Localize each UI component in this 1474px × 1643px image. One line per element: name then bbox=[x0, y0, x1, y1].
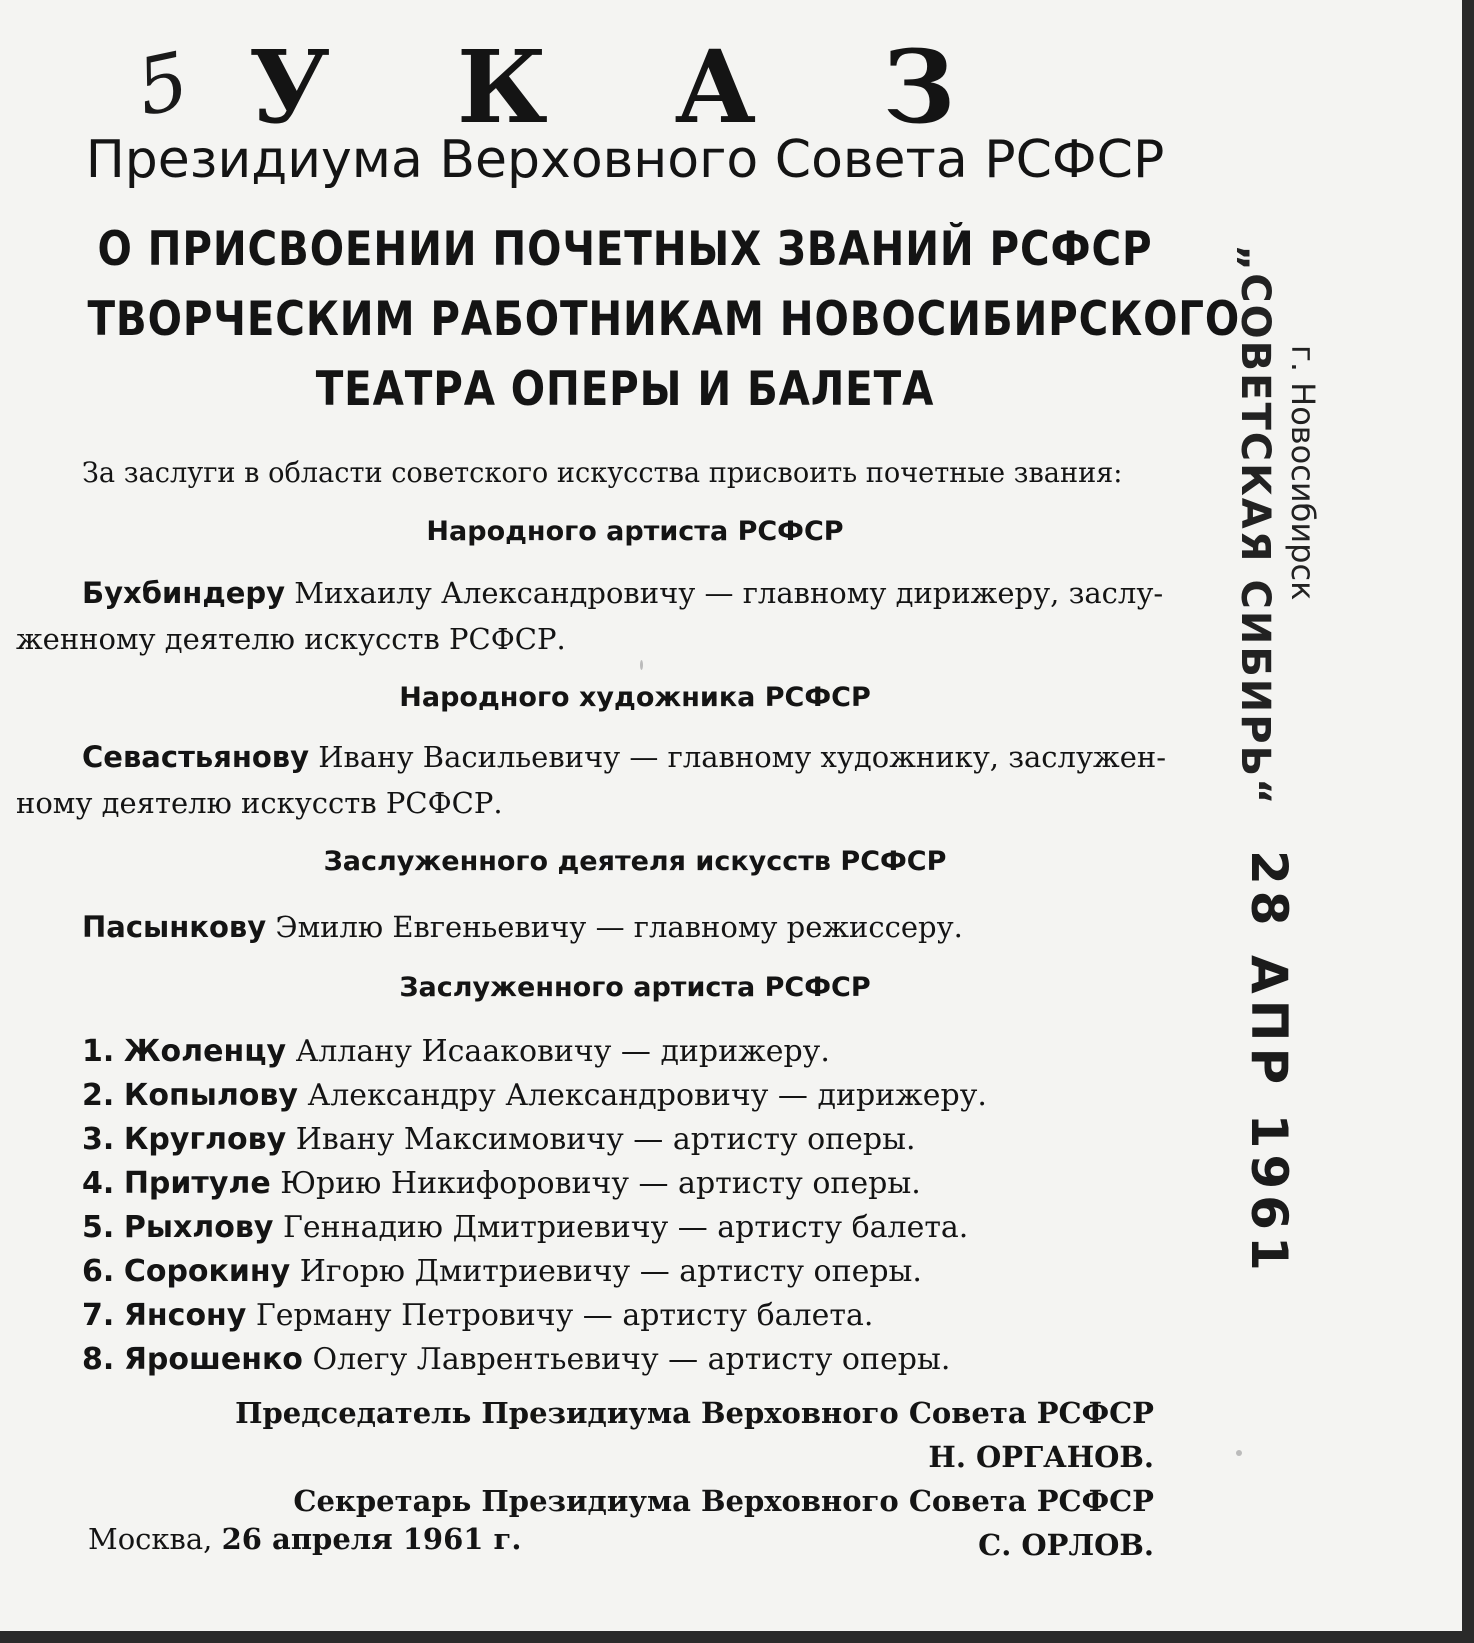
list-item bbox=[82, 1122, 916, 1157]
section-title-honored-figure: Заслуженного деятеля искусств РСФСР bbox=[323, 846, 947, 877]
list-item bbox=[82, 1166, 921, 1201]
decree-date: 26 апреля 1961 г. bbox=[221, 1522, 522, 1556]
awardee-details: Эмилю Евгеньевичу — главному режиссеру. bbox=[275, 910, 963, 944]
list-item bbox=[82, 1254, 922, 1289]
place-city: Москва, bbox=[88, 1522, 213, 1556]
awardee-details: Михаилу Александровичу — главному дирижеру, заслу- bbox=[294, 576, 1164, 610]
stamp-city: г. Новосибирск bbox=[1284, 345, 1322, 601]
awardee-surname: Бухбиндеру bbox=[82, 576, 286, 610]
list-number: 4. bbox=[82, 1166, 115, 1201]
awardee-surname: Притуле bbox=[123, 1166, 271, 1201]
awardee-surname: Янсону bbox=[123, 1298, 247, 1333]
secretary-title: Секретарь Президиума Верховного Совета РСФСР bbox=[293, 1484, 1154, 1518]
place-and-date bbox=[88, 1522, 521, 1556]
awardee-details: Юрию Никифоровичу — артисту оперы. bbox=[280, 1166, 921, 1201]
list-number: 7. bbox=[82, 1298, 115, 1333]
awardee-details: Александру Александровичу — дирижеру. bbox=[307, 1078, 987, 1113]
awardee-surname: Ярошенко bbox=[123, 1342, 303, 1377]
awardee-details: Аллану Исааковичу — дирижеру. bbox=[295, 1034, 830, 1069]
document-title: У К А З bbox=[248, 28, 1002, 146]
award-entry-continuation: женному деятелю искусств РСФСР. bbox=[16, 622, 566, 656]
awardee-surname: Пасынкову bbox=[82, 910, 267, 944]
list-item bbox=[82, 1034, 830, 1069]
award-entry-line bbox=[82, 740, 1166, 774]
handwritten-mark: 5 bbox=[129, 35, 197, 135]
secretary-name: С. ОРЛОВ. bbox=[978, 1528, 1154, 1562]
awardee-surname: Копылову bbox=[123, 1078, 298, 1113]
list-number: 5. bbox=[82, 1210, 115, 1245]
intro-text: За заслуги в области советского искусства присвоить почетные звания: bbox=[82, 456, 1123, 489]
list-number: 2. bbox=[82, 1078, 115, 1113]
list-item bbox=[82, 1078, 987, 1113]
section-title-people-painter: Народного художника РСФСР bbox=[399, 682, 871, 713]
list-item bbox=[82, 1210, 968, 1245]
awardee-surname: Круглову bbox=[123, 1122, 287, 1157]
awardee-details: Олегу Лаврентьевичу — артисту оперы. bbox=[312, 1342, 951, 1377]
heading-line-1: О ПРИСВОЕНИИ ПОЧЕТНЫХ ЗВАНИЙ РСФСР bbox=[97, 222, 1153, 277]
stamp-newspaper-name: „СОВЕТСКАЯ СИБИРЬ“ bbox=[1232, 245, 1278, 807]
paper-speck bbox=[640, 660, 643, 670]
list-number: 8. bbox=[82, 1342, 115, 1377]
list-number: 1. bbox=[82, 1034, 115, 1069]
award-entry-line bbox=[82, 576, 1163, 610]
awardee-surname: Севастьянову bbox=[82, 740, 310, 774]
chairman-name: Н. ОРГАНОВ. bbox=[928, 1440, 1154, 1474]
awardee-details: Геннадию Дмитриевичу — артисту балета. bbox=[282, 1210, 969, 1245]
heading-line-3: ТЕАТРА ОПЕРЫ И БАЛЕТА bbox=[315, 362, 935, 417]
paper-speck bbox=[1236, 1450, 1242, 1456]
awardee-surname: Жоленцу bbox=[123, 1034, 287, 1069]
list-number: 6. bbox=[82, 1254, 115, 1289]
awardee-surname: Сорокину bbox=[123, 1254, 291, 1289]
awardee-details: Ивану Васильевичу — главному художнику, заслужен- bbox=[318, 740, 1167, 774]
awardee-details: Герману Петровичу — артисту балета. bbox=[255, 1298, 874, 1333]
list-number: 3. bbox=[82, 1122, 115, 1157]
heading-line-2: ТВОРЧЕСКИМ РАБОТНИКАМ НОВОСИБИРСКОГО bbox=[87, 292, 1241, 347]
awardee-details: Игорю Дмитриевичу — артисту оперы. bbox=[299, 1254, 922, 1289]
section-title-people-artist: Народного артиста РСФСР bbox=[426, 516, 844, 547]
list-item bbox=[82, 1298, 873, 1333]
award-entry-continuation: ному деятелю искусств РСФСР. bbox=[16, 786, 503, 820]
award-entry-line bbox=[82, 910, 963, 944]
list-item bbox=[82, 1342, 950, 1377]
section-title-honored-artist: Заслуженного артиста РСФСР bbox=[399, 972, 871, 1003]
document-subtitle: Президиума Верховного Совета РСФСР bbox=[85, 130, 1165, 190]
awardee-details: Ивану Максимовичу — артисту оперы. bbox=[295, 1122, 916, 1157]
chairman-title: Председатель Президиума Верховного Совета РСФСР bbox=[235, 1396, 1154, 1430]
awardee-surname: Рыхлову bbox=[123, 1210, 274, 1245]
stamp-date: 28 АПР 1961 bbox=[1240, 850, 1298, 1277]
